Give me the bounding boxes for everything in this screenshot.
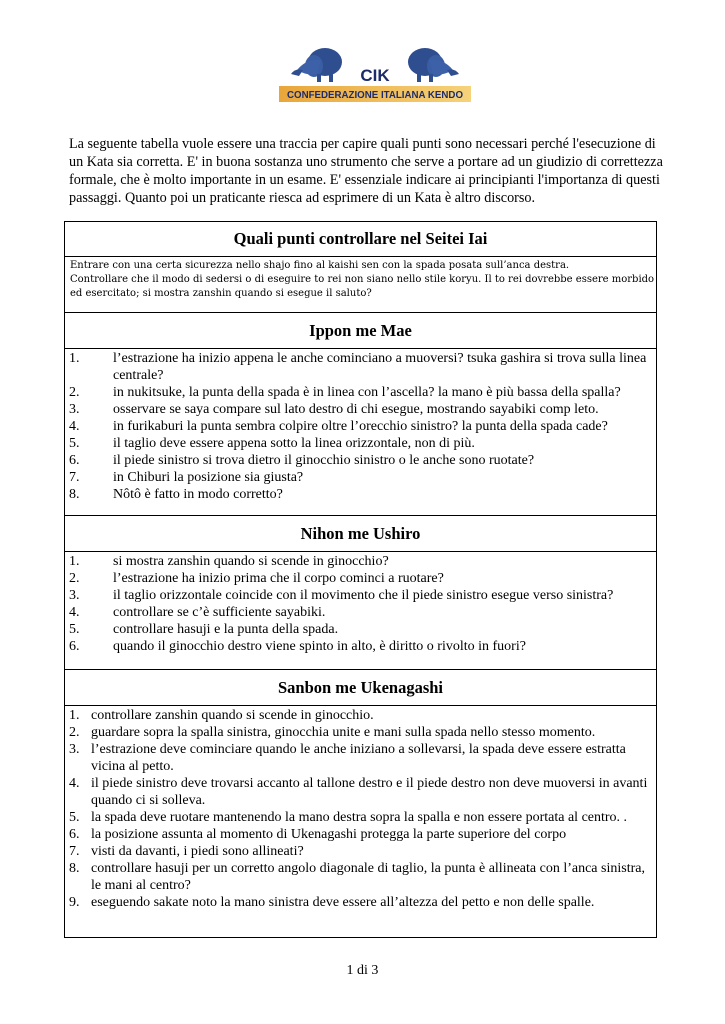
section-notes — [65, 257, 656, 301]
checklist-table — [64, 221, 657, 938]
section-general — [65, 222, 656, 312]
section-nihon-me-ushiro — [65, 515, 656, 670]
svg-text:CIK: CIK — [360, 66, 390, 85]
list-item: 5. il taglio deve essere appena sotto la linea orizzontale, non di più. — [69, 436, 475, 451]
list-item: 4. in furikaburi la punta sembra colpire oltre l’orecchio sinistro? la punta della spada cade? — [69, 419, 608, 434]
cik-logo-graphic — [277, 40, 473, 106]
list-item: 4. il piede sinistro deve trovarsi accanto al tallone destro e il piede destro non deve muoversi in avanti quando ci si solleva. — [69, 776, 648, 808]
checklist — [65, 552, 656, 655]
list-item: 3. il taglio orizzontale coincide con il movimento che il piede sinistro esegue verso sinistra? — [69, 588, 614, 603]
list-item: 1. l’estrazione ha inizio appena le anche cominciano a muoversi? tsuka gashira si trova sulla linea centrale? — [69, 351, 647, 383]
checklist — [65, 706, 656, 911]
list-item: 6. il piede sinistro si trova dietro il ginocchio sinistro o le anche sono ruotate? — [69, 453, 535, 468]
section-sanbon-me-ukenagashi — [65, 669, 656, 938]
list-item: 5. la spada deve ruotare mantenendo la mano destra sopra la spalla e non essere portata al centro. . — [69, 810, 628, 825]
section-ippon-me-mae — [65, 312, 656, 516]
lion-left-icon — [291, 48, 342, 82]
list-item: 8. controllare hasuji per un corretto angolo diagonale di taglio, la punta è allineata con l’anca sinistra, le mani al centro? — [69, 861, 645, 893]
section-title: Ippon me Mae — [65, 313, 656, 349]
section-title: Quali punti controllare nel Seitei Iai — [65, 222, 656, 257]
list-item: 7. in Chiburi la posizione sia giusta? — [69, 470, 304, 485]
list-item: 3. l’estrazione deve cominciare quando le anche iniziano a sollevarsi, la spada deve essere estratta vicina al petto. — [69, 742, 626, 774]
list-item: 9. eseguendo sakate noto la mano sinistra deve essere all’altezza del petto e non delle spalle. — [69, 895, 595, 910]
list-item: 7. visti da davanti, i piedi sono allineati? — [69, 844, 304, 859]
intro-paragraph: La seguente tabella vuole essere una traccia per capire quali punti sono necessari perché l'esecuzione di un Kata sia corretta. E' in buona sostanza uno strumento che serve a portare ad un giudizio di correttezza formale, che è molto importante in un esame. E' essenziale indicare ai principianti l'importanza di questi passaggi. Quanto poi un praticante riesca ad esprimere di un Kata è altro discorso. — [69, 136, 663, 207]
page-number: 1 di 3 — [346, 963, 379, 978]
cik-logo — [277, 40, 473, 106]
list-item: 2. guardare sopra la spalla sinistra, ginocchia unite e mani sulla spada nello stesso momento. — [69, 725, 596, 740]
section-title: Nihon me Ushiro — [65, 516, 656, 552]
list-item: 1. controllare zanshin quando si scende in ginocchio. — [69, 708, 374, 723]
list-item: 5. controllare hasuji e la punta della spada. — [69, 622, 339, 637]
note-line: Entrare con una certa sicurezza nello shajo fino al kaishi sen con la spada posata sull’anca destra. — [70, 260, 570, 271]
lion-right-icon — [408, 48, 459, 82]
list-item: 8. Nôtô è fatto in modo corretto? — [69, 487, 283, 502]
list-item: 4. controllare se c’è sufficiente sayabiki. — [69, 605, 326, 620]
list-item: 6. la posizione assunta al momento di Ukenagashi protegga la parte superiore del corpo — [69, 827, 567, 842]
list-item: 1. si mostra zanshin quando si scende in ginocchio? — [69, 554, 389, 569]
note-line: Controllare che il modo di sedersi o di eseguire to rei non siano nello stile koryu. Il to rei dovrebbe essere morbido ed esercitato; si mostra zanshin quando si esegue il saluto? — [70, 274, 655, 299]
list-item: 3. osservare se saya compare sul lato destro di chi esegue, mostrando sayabiki comp leto. — [69, 402, 599, 417]
list-item: 2. l’estrazione ha inizio prima che il corpo cominci a ruotare? — [69, 571, 444, 586]
list-item: 2. in nukitsuke, la punta della spada è in linea con l’ascella? la mano è più bassa della spalla? — [69, 385, 621, 400]
svg-text:CONFEDERAZIONE ITALIANA KENDO: CONFEDERAZIONE ITALIANA KENDO — [287, 90, 464, 101]
list-item: 6. quando il ginocchio destro viene spinto in alto, è diritto o rivolto in fuori? — [69, 639, 526, 654]
section-title: Sanbon me Ukenagashi — [65, 670, 656, 706]
checklist — [65, 349, 656, 503]
